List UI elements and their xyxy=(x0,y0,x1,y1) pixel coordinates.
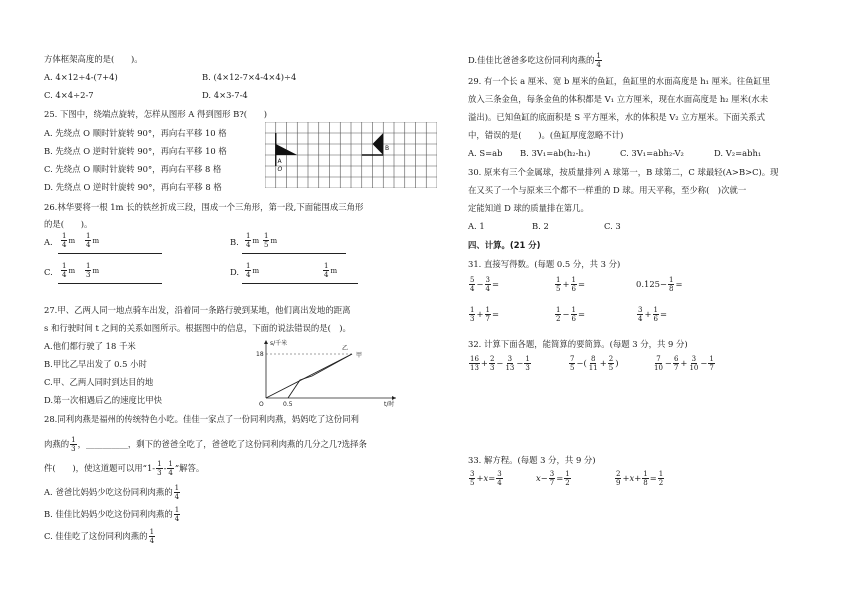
q28-stem-line2: 肉燕的 $\frac{1}{3}$ ，__________，剩下的爸爸全吃了，爸爸吃了这份同利肉燕的几分之几?选择条 xyxy=(44,436,367,453)
q31-item-6: $\frac{3}{4}$ + $\frac{1}{6}$ = xyxy=(638,306,667,323)
svg-text:t/时: t/时 xyxy=(384,401,395,408)
q29-line3: 溢出)。已知鱼缸的底面积是 S 平方厘米，水的体积是 V₂ 立方厘米。下面关系式 xyxy=(468,112,766,122)
q27-stem-line1: 27.甲、乙两人同一地点骑车出发，沿着同一条路行驶到某地，他们离出发地的距离 xyxy=(44,305,351,315)
q28-option-d: D.佳佳比爸爸多吃这份同利肉燕的 $\frac{1}{4}$ xyxy=(468,52,601,69)
q25-option-b: B. 先绕点 O 逆时针旋转 90°，再向右平移 10 格 xyxy=(44,146,227,156)
q30-option-c: C. 3 xyxy=(604,221,621,231)
q24-tail: 方体框架高度的是( )。 xyxy=(44,54,143,64)
q29-option-a: A. S=ab xyxy=(468,148,503,158)
svg-text:乙: 乙 xyxy=(342,345,349,352)
q30-line3: 定能知道 D 球的质量排在第几。 xyxy=(468,203,589,213)
q27-option-c: C.甲、乙两人同时到达目的地 xyxy=(44,377,154,387)
q29-line2: 放入三条金鱼，每条金鱼的体积都是 V₁ 立方厘米，现在水面高度是 h₂ 厘米(水未 xyxy=(468,94,769,104)
q30-line2: 在又买了一个与原来三个都不一样重的 D 球。用天平称，至少称( )次就一 xyxy=(468,185,747,195)
q24-option-a: A. 4×12÷4-(7+4) xyxy=(44,72,118,82)
q26-option-a: A. $\frac{1}{4}$ m $\frac{1}{4}$ m xyxy=(44,232,164,260)
shape-a-label: A xyxy=(277,158,282,165)
q32-item-1: $\frac{16}{13}$ + $\frac{2}{3}$ − $\frac{3}{13}$ − $\frac{1}{3}$ xyxy=(470,355,530,372)
q25-stem: 25. 下图中，绕端点旋转，怎样从图形 A 得到图形 B?( ) xyxy=(44,109,268,119)
q31-item-1: $\frac{5}{4}$ − $\frac{3}{4}$ = xyxy=(470,276,499,293)
svg-text:0.5: 0.5 xyxy=(283,401,293,408)
q33-item-1: $\frac{3}{5}$ +x= $\frac{3}{4}$ xyxy=(470,470,502,487)
q26-option-c: C. $\frac{1}{4}$ m $\frac{1}{3}$ m xyxy=(44,262,164,290)
q26-stem-line2: 的是( )。 xyxy=(44,219,93,229)
q29-line4: 中，错误的是( )。(鱼缸厚度忽略不计) xyxy=(468,130,624,140)
svg-text:甲: 甲 xyxy=(356,352,363,359)
section-four-heading: 四、计算。(21 分) xyxy=(468,240,541,250)
shape-b xyxy=(373,133,384,155)
q31-stem: 31. 直接写得数。(每题 0.5 分，共 3 分) xyxy=(468,259,621,269)
q26-option-b: B. $\frac{1}{4}$ m $\frac{1}{5}$ m xyxy=(230,232,350,260)
q30-line1: 30. 原来有三个金属球，按质量排列 A 球第一，B 球第二，C 球最轻(A>B>C)。现 xyxy=(468,167,779,177)
q27-stem-line2: s 和行驶时间 t 之间的关系如图所示。根据图中的信息，下面的说法错误的是( )。 xyxy=(44,323,351,333)
q26-stem-line1: 26.林华要将一根 1m 长的铁丝折成三段，围成一个三角形，第一段,下面能围成三角形 xyxy=(44,202,364,212)
svg-text:18: 18 xyxy=(256,351,264,358)
q31-item-5: $\frac{1}{2}$ − $\frac{1}{6}$ = xyxy=(556,306,585,323)
q28-option-a: A. 爸爸比妈妈少吃这份同利肉燕的 $\frac{1}{4}$ xyxy=(44,484,180,501)
q32-item-2: $\frac{7}{5}$ −( $\frac{8}{11}$ + $\frac{2}{5}$ ) xyxy=(570,355,619,372)
q26-option-d: D. $\frac{1}{4}$ m $\frac{1}{4}$ m xyxy=(230,262,360,290)
shape-a-point-o: O xyxy=(277,166,283,173)
q33-stem: 33. 解方程。(每题 3 分，共 9 分) xyxy=(468,455,596,465)
q27-option-b: B.甲比乙早出发了 0.5 小时 xyxy=(44,359,147,369)
q31-item-3: 0.125− $\frac{1}{8}$ = xyxy=(636,276,683,293)
q27-distance-time-graph xyxy=(256,336,404,408)
svg-text:s/千米: s/千米 xyxy=(270,340,288,347)
svg-text:O: O xyxy=(259,401,264,408)
q32-item-3: $\frac{7}{10}$ − $\frac{6}{7}$ + $\frac{3}{10}$ − $\frac{1}{7}$ xyxy=(654,355,714,372)
q25-grid-figure xyxy=(265,122,437,188)
q24-option-b: B. (4×12-7×4-4×4)÷4 xyxy=(202,72,297,82)
q29-option-d: D. V₂=abh₁ xyxy=(714,148,762,158)
line-yi xyxy=(288,354,352,398)
q28-stem-line3: 件( )，使这道题可以用“1- $\frac{1}{3}$ - $\frac{1}{4}$ ”解答。 xyxy=(44,460,205,477)
q24-option-c: C. 4×4÷2-7 xyxy=(44,90,94,100)
q25-option-a: A. 先绕点 O 顺时针旋转 90°，再向右平移 10 格 xyxy=(44,128,227,138)
q31-item-4: $\frac{1}{3}$ + $\frac{1}{7}$ = xyxy=(470,306,499,323)
q31-item-2: $\frac{1}{5}$ + $\frac{1}{6}$ = xyxy=(556,276,585,293)
q28-option-c: C. 佳佳吃了这份同利肉燕的 $\frac{1}{4}$ xyxy=(44,528,155,545)
q28-stem-line1: 28.同利肉燕是福州的传统特色小吃。佳佳一家点了一份同利肉燕，妈妈吃了这份同利 xyxy=(44,414,359,424)
q25-option-c: C. 先绕点 O 顺时针旋转 90°，再向右平移 8 格 xyxy=(44,164,222,174)
q32-stem: 32. 计算下面各题，能简算的要简算。(每题 3 分，共 9 分) xyxy=(468,339,688,349)
q29-option-c: C. 3V₁=abh₂-V₂ xyxy=(620,148,684,158)
q30-option-b: B. 2 xyxy=(532,221,549,231)
q29-option-b: B. 3V₁=ab(h₂-h₁) xyxy=(520,148,591,158)
q29-line1: 29. 有一个长 a 厘米、宽 b 厘米的鱼缸，鱼缸里的水面高度是 h₁ 厘米。往鱼缸里 xyxy=(468,76,771,86)
q28-option-b: B. 佳佳比妈妈少吃这份同利肉燕的 $\frac{1}{4}$ xyxy=(44,506,180,523)
q27-option-a: A.他们都行驶了 18 千米 xyxy=(44,341,136,351)
q24-option-d: D. 4×3-7-4 xyxy=(202,90,248,100)
q27-option-d: D.第一次相遇后乙的速度比甲快 xyxy=(44,395,162,405)
q30-option-a: A. 1 xyxy=(468,221,485,231)
q33-item-2: x− $\frac{3}{7}$ = $\frac{1}{2}$ xyxy=(536,470,570,487)
q33-item-3: $\frac{2}{9}$ +x+ $\frac{1}{8}$ = $\frac{1}{2}$ xyxy=(616,470,664,487)
q25-option-d: D. 先绕点 O 逆时针旋转 90°，再向右平移 8 格 xyxy=(44,182,222,192)
shape-b-label: B xyxy=(385,145,390,152)
